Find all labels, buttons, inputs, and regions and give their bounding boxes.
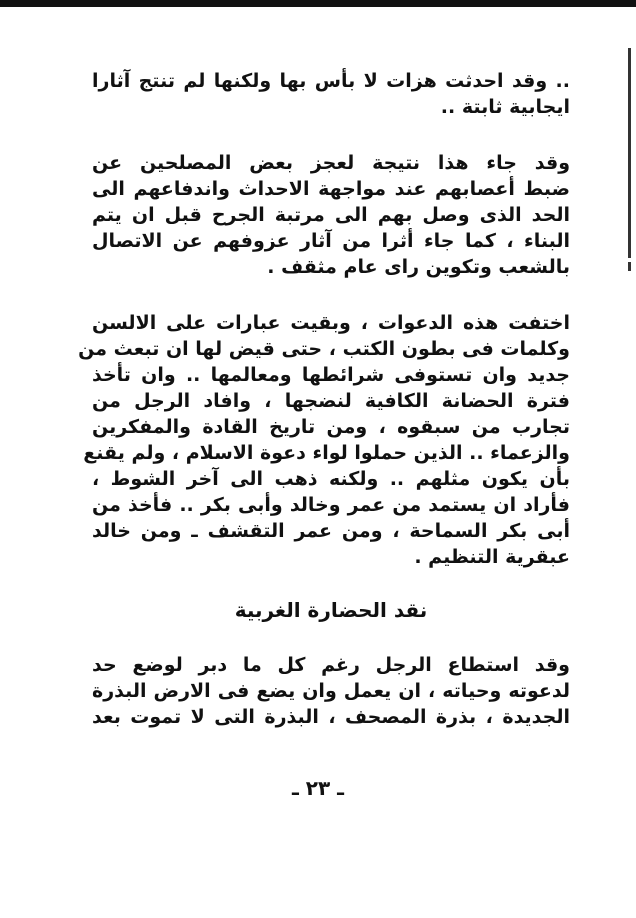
text-line: الجديدة ، بذرة المصحف ، البذرة التى لا تموت بعد — [92, 706, 570, 728]
text-line: وقد جاء هذا نتيجة لعجز بعض المصلحين عن — [92, 152, 570, 174]
paragraph-1 — [92, 68, 570, 120]
right-margin-mark — [628, 48, 631, 258]
text-line: ايجابية ثابتة .. — [440, 96, 570, 118]
text-line: أبى بكر السماحة ، ومن عمر التقشف ـ ومن خالد — [92, 520, 570, 542]
text-line: عبقرية التنظيم . — [414, 546, 570, 568]
text-line: تجارب من سبقوه ، ومن تاريخ القادة والمفكرين — [92, 416, 570, 438]
text-line: وكلمات فى بطون الكتب ، حتى قيض لها ان تبعث من — [78, 338, 570, 360]
paragraph-2 — [92, 150, 570, 280]
section-heading: نقد الحضارة الغربية — [234, 598, 428, 622]
paragraph-3 — [78, 310, 570, 570]
text-line: الحد الذى وصل بهم الى مرتبة الجرح قبل ان يتم — [92, 204, 570, 226]
page-body — [78, 68, 570, 730]
text-line: ضبط أعصابهم عند مواجهة الاحداث واندفاعهم الى — [92, 178, 570, 200]
top-border-rule — [0, 0, 636, 7]
text-line: وقد استطاع الرجل رغم كل ما دبر لوضع حد — [92, 654, 570, 676]
text-line: جديد وان تستوفى شرائطها ومعالمها .. وان تأخذ — [92, 364, 570, 386]
text-line: البناء ، كما جاء أثرا من آثار عزوفهم عن الاتصال — [92, 230, 570, 252]
text-line: فأراد ان يستمد من عمر وخالد وأبى بكر .. فأخذ من — [92, 494, 570, 516]
text-line: بأن يكون مثلهم .. ولكنه ذهب الى آخر الشوط ، — [92, 468, 570, 490]
text-line: .. وقد احدثت هزات لا بأس بها ولكنها لم تنتج آثارا — [92, 70, 570, 92]
page-number: ـ ٢٣ ـ — [291, 776, 345, 800]
text-line: بالشعب وتكوين راى عام مثقف . — [267, 256, 570, 278]
text-line: لدعوته وحياته ، ان يعمل وان يضع فى الارض البذرة — [92, 680, 570, 702]
right-margin-mark-small — [628, 262, 631, 271]
text-line: والزعماء .. الذين حملوا لواء دعوة الاسلام ، ولم يقنع — [83, 442, 570, 464]
text-line: فترة الحضانة الكافية لنضجها ، وافاد الرجل من — [92, 390, 570, 412]
closing-paragraph — [92, 652, 570, 730]
text-line: اختفت هذه الدعوات ، وبقيت عبارات على الالسن — [92, 312, 570, 334]
